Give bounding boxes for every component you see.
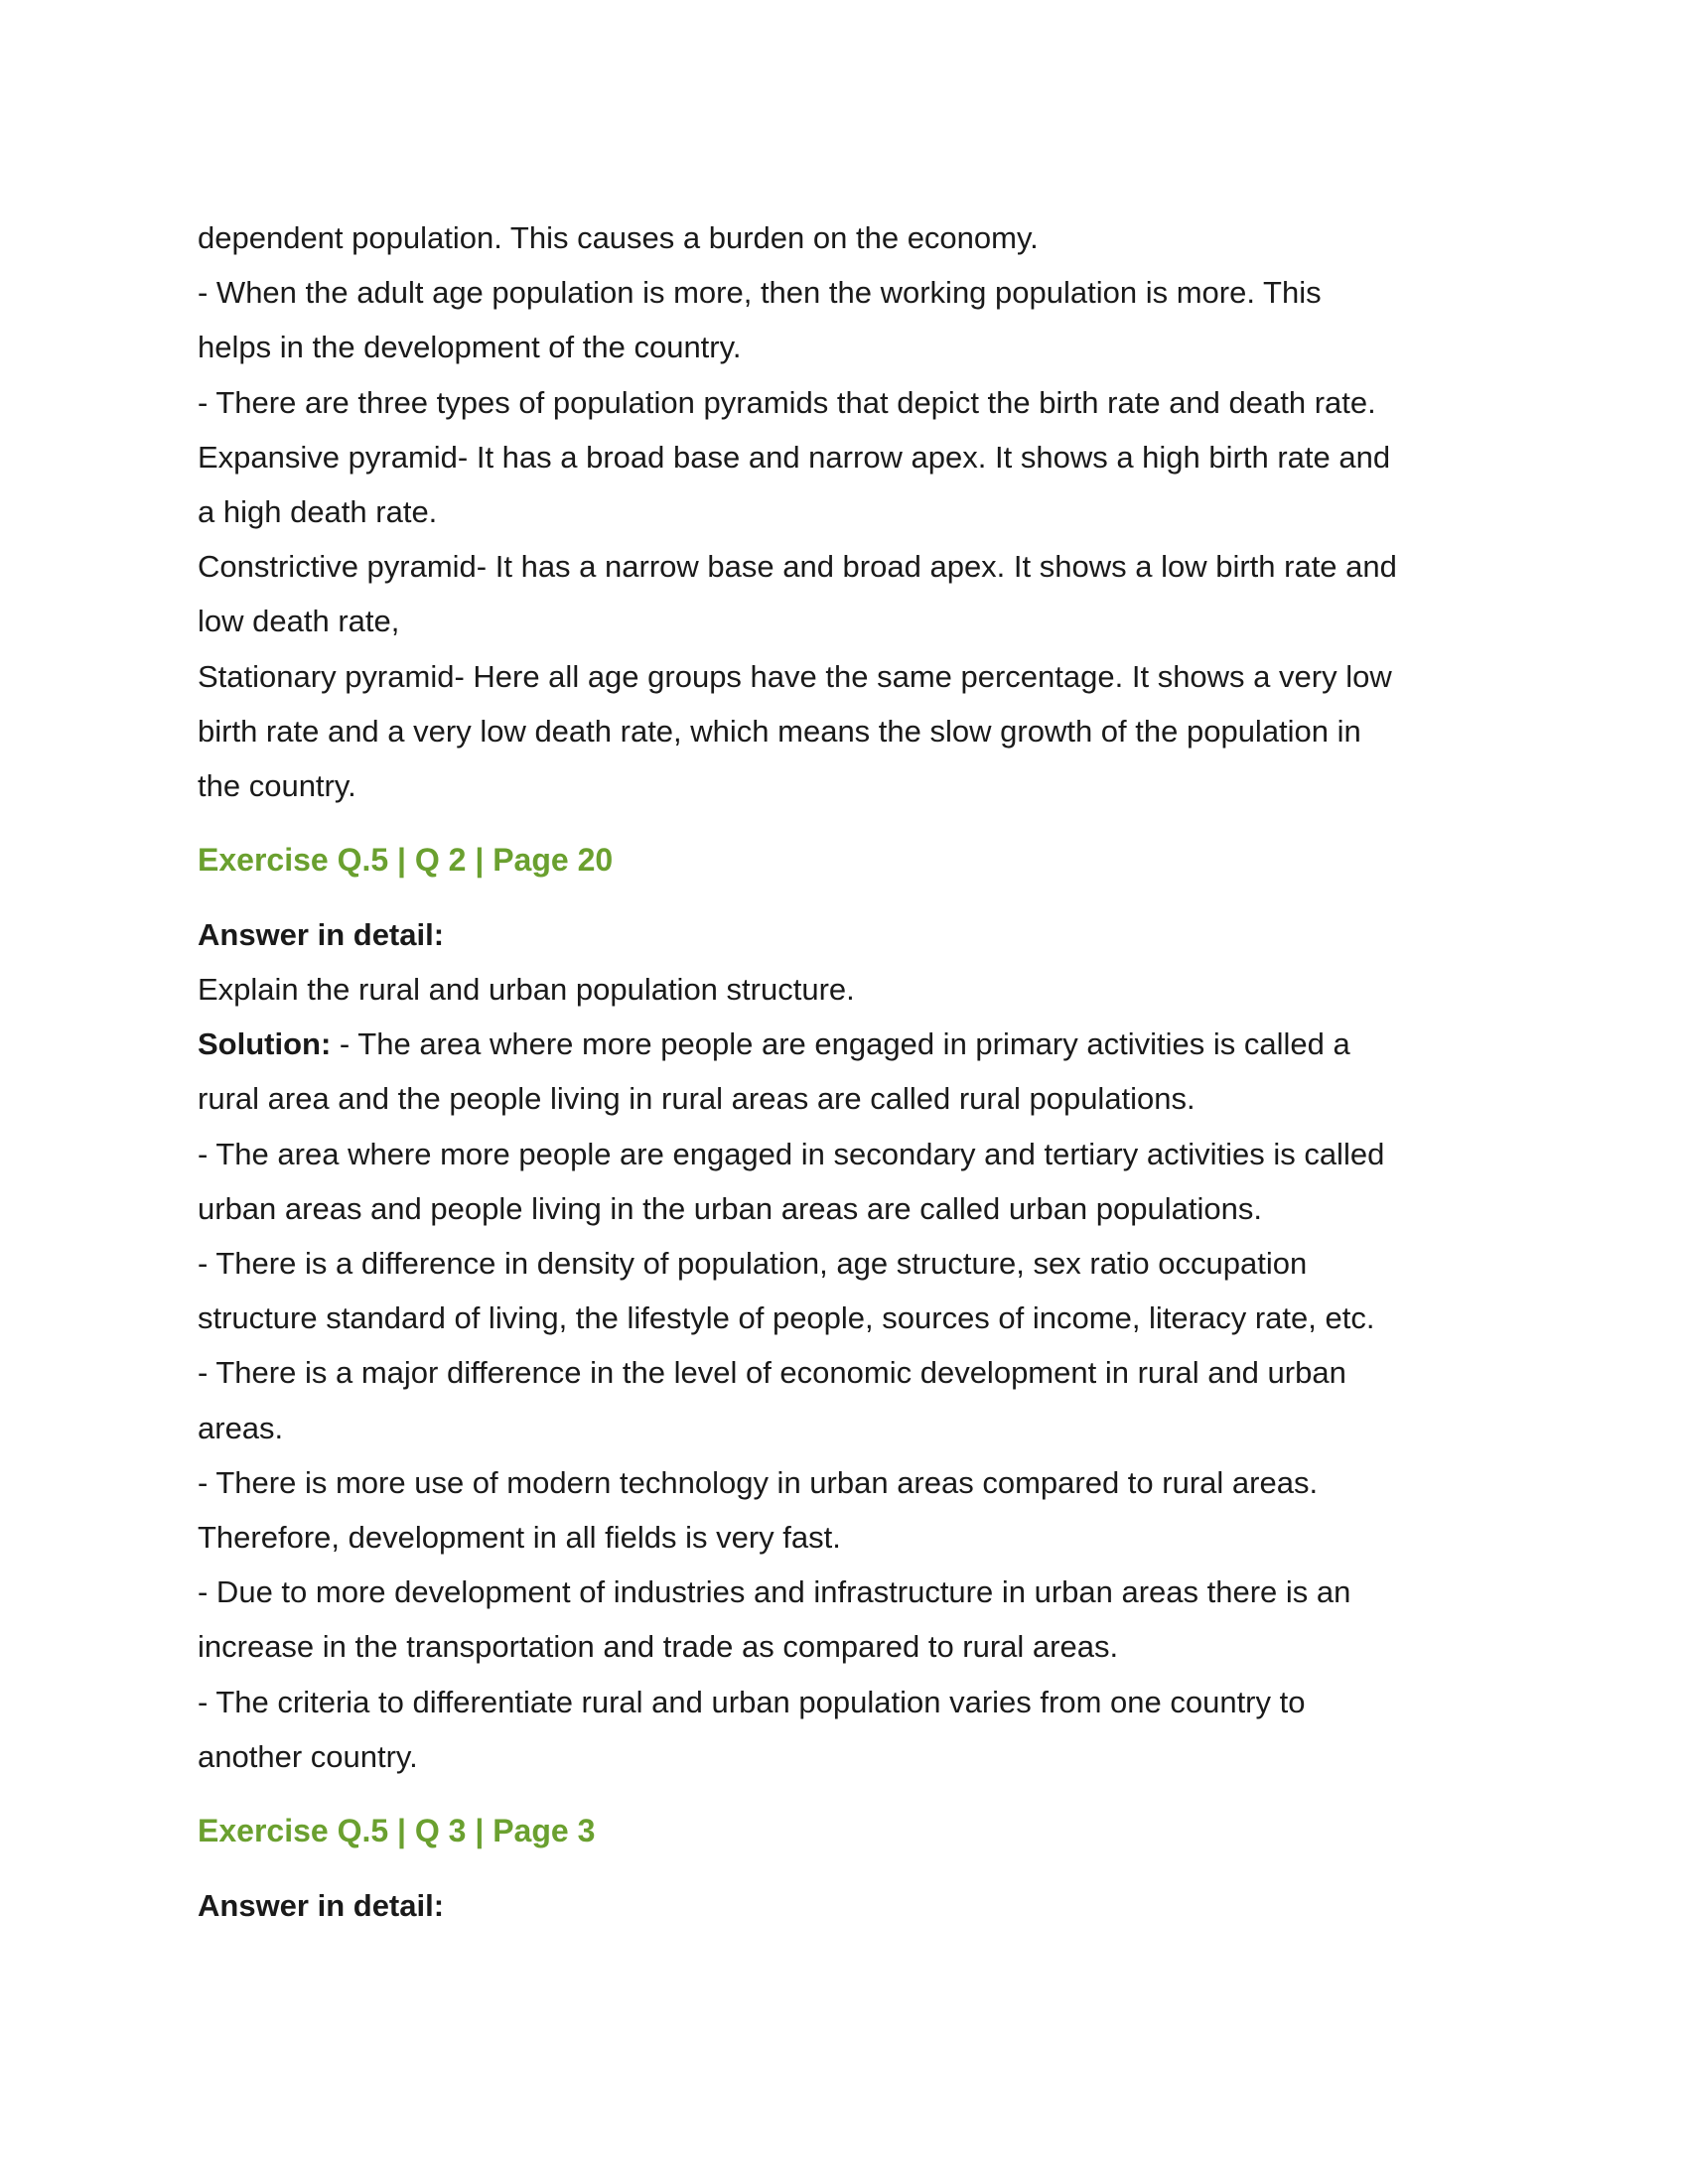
text-line: Expansive pyramid- It has a broad base and narrow apex. It shows a high birth rate and	[198, 439, 1391, 475]
exercise-body	[198, 907, 1508, 1784]
exercise-heading: Exercise Q.5 | Q 2 | Page 20	[198, 842, 614, 879]
text-line: dependent population. This causes a burden on the economy.	[198, 220, 1039, 255]
text-line: Stationary pyramid- Here all age groups have the same percentage. It shows a very low	[198, 658, 1392, 694]
text-line: - There are three types of population pyramids that depict the birth rate and death rate.	[198, 384, 1376, 420]
text-line: the country.	[198, 767, 356, 803]
solution-first-line	[198, 1017, 1508, 1071]
text-line: urban areas and people living in the urban areas are called urban populations.	[198, 1190, 1262, 1226]
text-line: helps in the development of the country.	[198, 330, 742, 365]
answer-subheading: Answer in detail:	[198, 917, 445, 953]
text-line: areas.	[198, 1410, 284, 1445]
text-line: increase in the transportation and trade as compared to rural areas.	[198, 1629, 1119, 1665]
section-continuation	[198, 210, 1508, 813]
solution-label: Solution:	[198, 1026, 332, 1062]
answer-subheading: Answer in detail:	[198, 1887, 445, 1923]
text-line: - When the adult age population is more, then the working population is more. This	[198, 275, 1322, 311]
text-line: - There is more use of modern technology in urban areas compared to rural areas.	[198, 1464, 1319, 1500]
text-line: a high death rate.	[198, 493, 438, 529]
text-line: Constrictive pyramid- It has a narrow base and broad apex. It shows a low birth rate and	[198, 549, 1397, 585]
text-line: - The criteria to differentiate rural and urban population varies from one country to	[198, 1684, 1306, 1719]
text-line: birth rate and a very low death rate, which means the slow growth of the population in	[198, 713, 1361, 749]
solution-text: - The area where more people are engaged in primary activities is called a	[331, 1026, 1350, 1062]
text-line: low death rate,	[198, 604, 400, 639]
exercise-heading: Exercise Q.5 | Q 3 | Page 3	[198, 1812, 596, 1848]
text-line: - There is a difference in density of population, age structure, sex ratio occupation	[198, 1246, 1308, 1281]
text-line: another country.	[198, 1738, 418, 1774]
text-line: - The area where more people are engaged in secondary and tertiary activities is called	[198, 1136, 1385, 1171]
text-line: Therefore, development in all fields is very fast.	[198, 1519, 841, 1555]
text-line: rural area and the people living in rural areas are called rural populations.	[198, 1081, 1196, 1117]
text-line: - Due to more development of industries and infrastructure in urban areas there is an	[198, 1574, 1351, 1610]
text-line: - There is a major difference in the level of economic development in rural and urban	[198, 1355, 1346, 1391]
exercise-body	[198, 1878, 1508, 1933]
question-text: Explain the rural and urban population structure.	[198, 972, 855, 1008]
document-page	[198, 210, 1508, 1933]
text-line: structure standard of living, the lifestyle of people, sources of income, literacy rate, etc.	[198, 1300, 1375, 1336]
